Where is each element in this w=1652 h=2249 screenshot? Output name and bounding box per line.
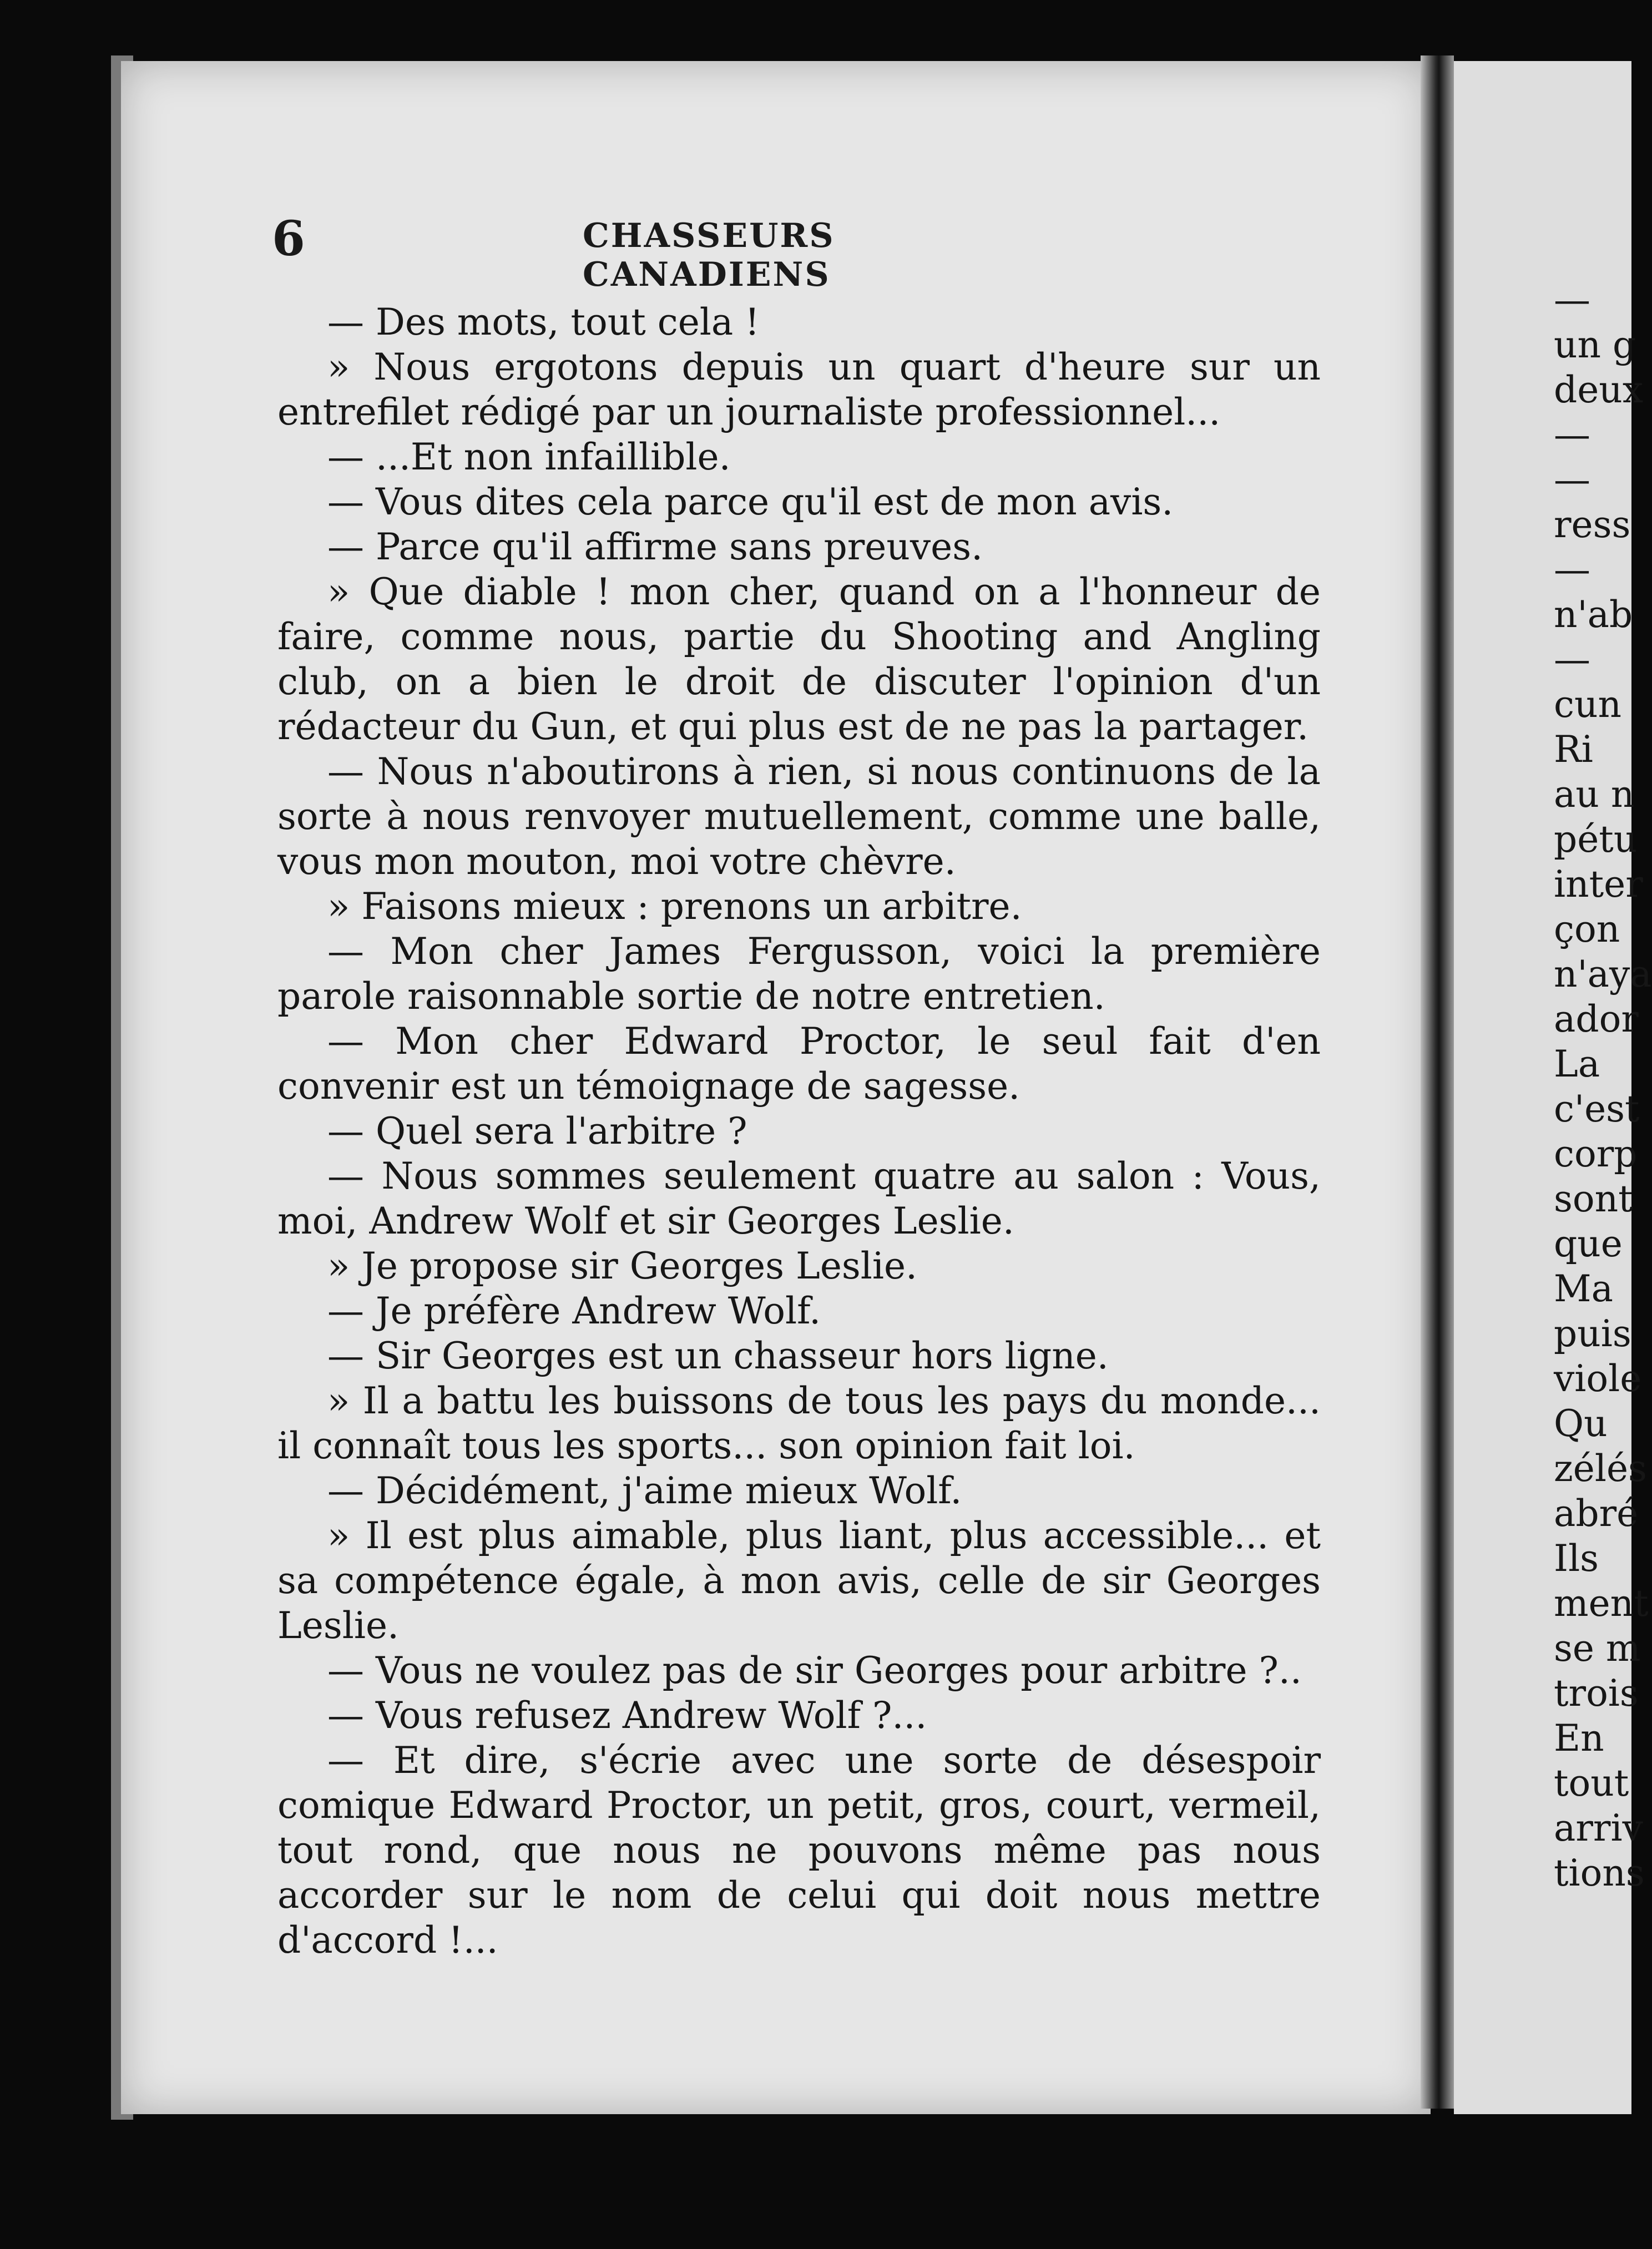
paragraph: — Je préfère Andrew Wolf. bbox=[327, 1290, 821, 1332]
paragraph: » Faisons mieux : prenons un arbitre. bbox=[327, 885, 1022, 928]
right-page-line: çon bbox=[1554, 908, 1620, 951]
paragraph: — Mon cher James Fergusson, voici la première parole raisonnable sortie de notre entretien. bbox=[277, 930, 1321, 1018]
paragraph: — Décidément, j'aime mieux Wolf. bbox=[327, 1469, 962, 1512]
right-page-line: abré bbox=[1554, 1492, 1639, 1535]
right-page-line: — bbox=[1554, 638, 1590, 681]
right-page-line: corp bbox=[1554, 1133, 1638, 1175]
right-page-line: c'est bbox=[1554, 1088, 1640, 1130]
right-page-line: ment bbox=[1554, 1582, 1649, 1625]
right-page-line: — bbox=[1554, 548, 1590, 591]
body-text bbox=[277, 300, 1321, 1963]
paragraph: — Et dire, s'écrie avec une sorte de désespoir comique Edward Proctor, un petit, gros, court, vermeil, tout rond, que nous ne pouvons même pas nous accorder sur le nom de celui qui doit nous mettre d'accord !... bbox=[277, 1739, 1321, 1962]
right-page-line: trois bbox=[1554, 1672, 1639, 1715]
right-page-line: Ri bbox=[1554, 728, 1593, 771]
paragraph: — Nous n'aboutirons à rien, si nous continuons de la sorte à nous renvoyer mutuellement, comme une balle, vous mon mouton, moi votre chèvre. bbox=[277, 750, 1321, 883]
right-page-line: — bbox=[1554, 458, 1590, 501]
paragraph: — Nous sommes seulement quatre au salon : Vous, moi, Andrew Wolf et sir Georges Leslie. bbox=[277, 1155, 1321, 1242]
paragraph: » Que diable ! mon cher, quand on a l'honneur de faire, comme nous, partie du Shooting and Angling club, on a bien le droit de discuter l'opinion d'un rédacteur du Gun, et qui plus est de ne pas la partager. bbox=[277, 570, 1321, 748]
right-page-line: sont bbox=[1554, 1177, 1633, 1220]
right-page-line: deux bbox=[1554, 368, 1644, 411]
right-page-line: — bbox=[1554, 413, 1590, 456]
right-page-line: au n bbox=[1554, 773, 1635, 816]
right-page-line: un g bbox=[1554, 324, 1636, 366]
paragraph: — ...Et non infaillible. bbox=[327, 436, 731, 478]
right-page-line: se m bbox=[1554, 1627, 1641, 1670]
right-page-line: La bbox=[1554, 1043, 1600, 1085]
right-page-line: En bbox=[1554, 1717, 1604, 1760]
right-page-line: arriv bbox=[1554, 1807, 1643, 1849]
paragraph: » Il a battu les buissons de tous les pays du monde... il connaît tous les sports... son opinion fait loi. bbox=[277, 1379, 1321, 1467]
right-page-line: tout bbox=[1554, 1762, 1629, 1805]
paragraph: » Il est plus aimable, plus liant, plus accessible... et sa compétence égale, à mon avis, celle de sir Georges Leslie. bbox=[277, 1514, 1321, 1647]
right-page-line: Ils bbox=[1554, 1537, 1599, 1580]
paragraph: — Des mots, tout cela ! bbox=[327, 301, 760, 343]
right-page-line: Ma bbox=[1554, 1267, 1613, 1310]
paragraph: — Parce qu'il affirme sans preuves. bbox=[327, 525, 983, 568]
right-page-line: tions bbox=[1554, 1852, 1645, 1894]
right-page-line: que bbox=[1554, 1222, 1623, 1265]
right-page-line: Qu bbox=[1554, 1402, 1608, 1445]
right-page-line: inter bbox=[1554, 863, 1643, 906]
paragraph: — Vous ne voulez pas de sir Georges pour arbitre ?.. bbox=[327, 1649, 1302, 1692]
right-page-line: cun bbox=[1554, 683, 1621, 726]
right-page-line: ress bbox=[1554, 503, 1631, 546]
right-page-line: zélés bbox=[1554, 1447, 1647, 1490]
paragraph: — Sir Georges est un chasseur hors ligne. bbox=[327, 1335, 1109, 1377]
paragraph: — Vous refusez Andrew Wolf ?... bbox=[327, 1694, 927, 1737]
page-number: 6 bbox=[272, 211, 305, 267]
right-page-line: viole bbox=[1554, 1357, 1642, 1400]
right-page-line: pétu bbox=[1554, 818, 1638, 861]
right-page-line: n'aya bbox=[1554, 953, 1652, 995]
paragraph: — Quel sera l'arbitre ? bbox=[327, 1110, 747, 1153]
paragraph: » Nous ergotons depuis un quart d'heure sur un entrefilet rédigé par un journaliste professionnel... bbox=[277, 346, 1321, 433]
right-page-line: — bbox=[1554, 279, 1590, 321]
right-page-line: puis bbox=[1554, 1312, 1631, 1355]
right-page-fragments bbox=[1554, 277, 1652, 1896]
right-page-line: n'ab bbox=[1554, 593, 1633, 636]
page-header bbox=[272, 211, 1065, 294]
paragraph: » Je propose sir Georges Leslie. bbox=[327, 1245, 918, 1287]
paragraph: — Vous dites cela parce qu'il est de mon avis. bbox=[327, 481, 1174, 523]
paragraph: — Mon cher Edward Proctor, le seul fait d'en convenir est un témoignage de sagesse. bbox=[277, 1020, 1321, 1108]
book-gutter bbox=[1421, 55, 1454, 2109]
running-title: CHASSEURS CANADIENS bbox=[583, 216, 835, 294]
right-page-line: ador bbox=[1554, 998, 1639, 1040]
